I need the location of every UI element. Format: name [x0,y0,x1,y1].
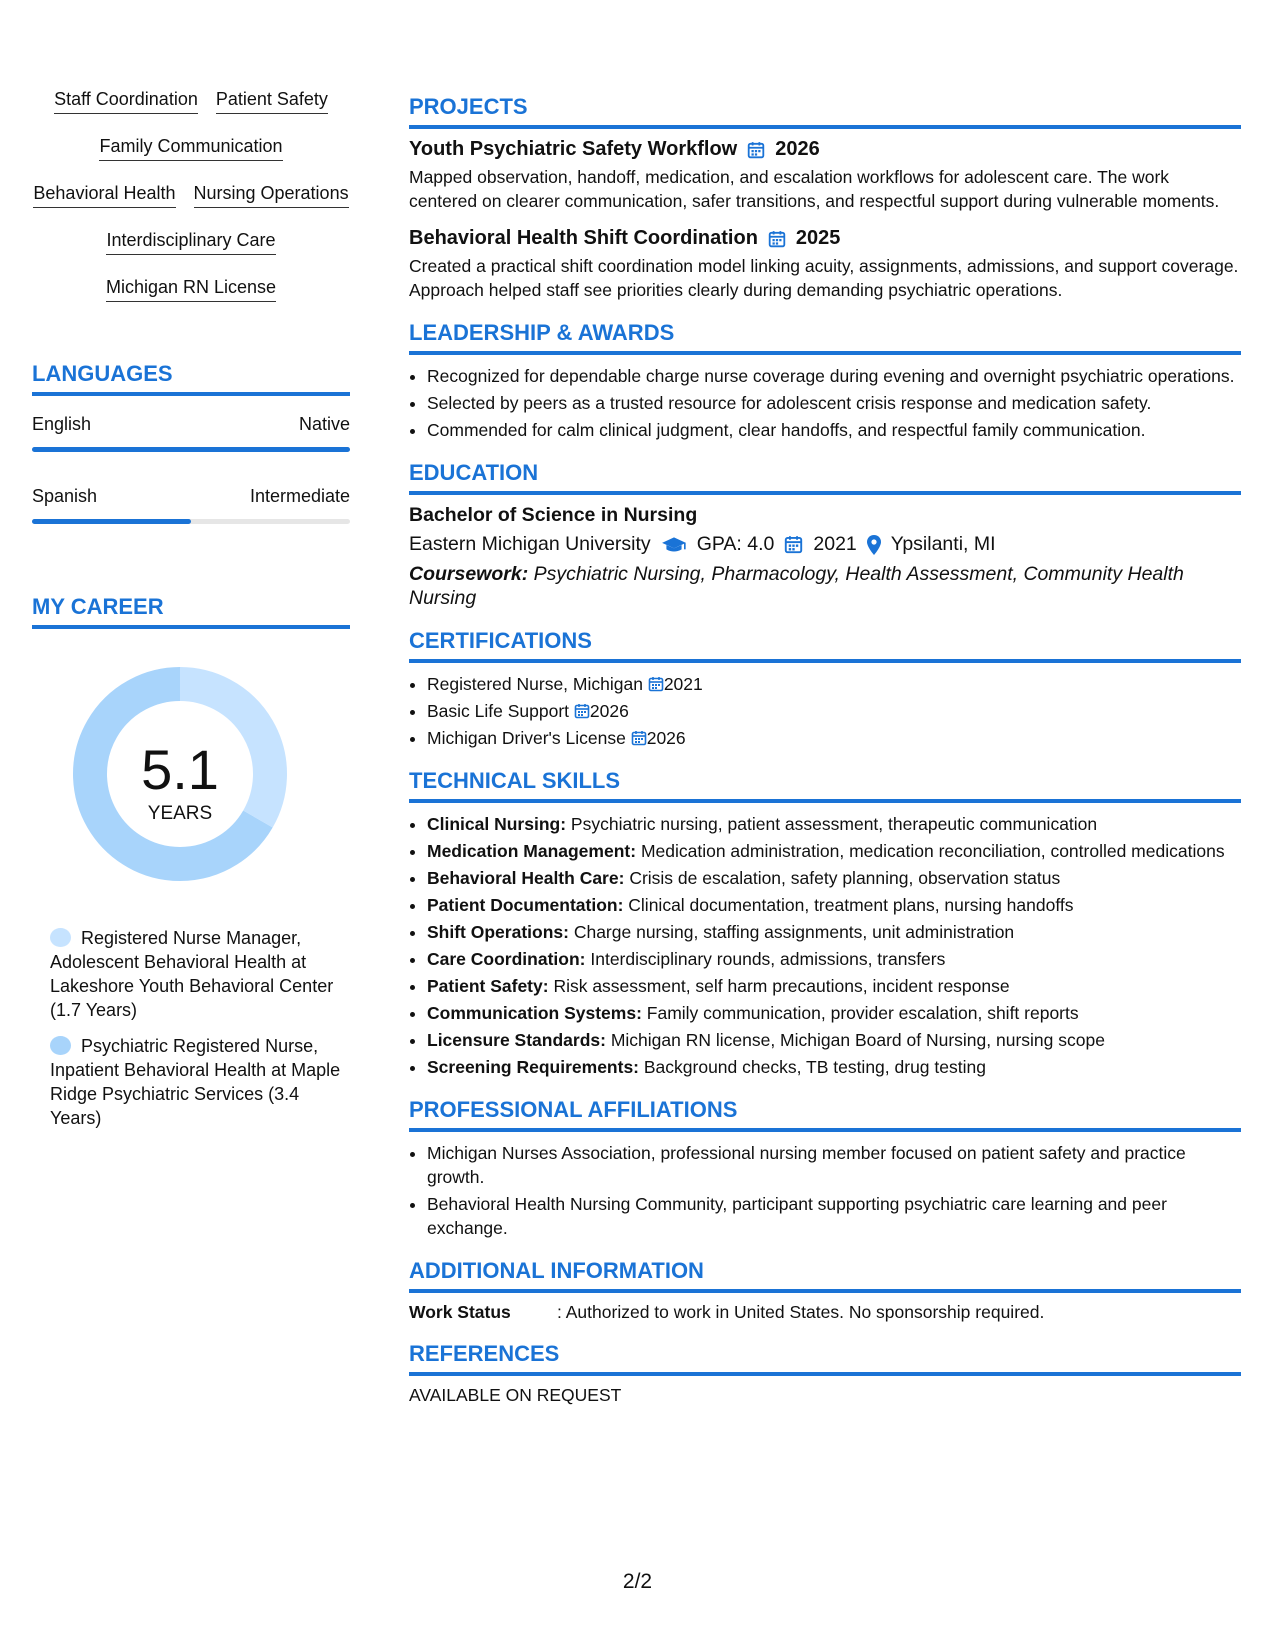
skill-item [427,839,1241,863]
career-total: 5.1 [141,738,219,801]
skills-section [409,768,1241,1079]
skill-label: Licensure Standards: [427,1030,606,1050]
skill-item [427,1028,1241,1052]
references-section [409,1341,1241,1406]
language-row [32,414,350,435]
education-section [409,460,1241,610]
skill-label: Patient Documentation: [427,895,624,915]
language-name: English [32,414,92,434]
skill-label: Communication Systems: [427,1003,642,1023]
skill-item [427,866,1241,890]
language-bar-fill [32,447,350,452]
skill-text: Background checks, TB testing, drug testing [643,1057,986,1077]
sidebar [32,88,350,1142]
graduation-year: 2021 [813,533,857,555]
graduation-cap-icon [661,536,687,554]
leadership-list [409,364,1241,442]
gpa: GPA: 4.0 [696,533,775,555]
projects-section [409,94,1241,302]
location: Ypsilanti, MI [890,533,996,555]
calendar-icon [631,730,647,746]
skill-label: Screening Requirements: [427,1057,639,1077]
skill-text: Psychiatric nursing, patient assessment, therapeutic communication [570,814,1098,834]
skill-item [427,893,1241,917]
skill-tag: Patient Safety [216,88,328,114]
certification-year: 2026 [589,701,629,721]
certification-name: Basic Life Support [427,701,570,721]
certification-item [427,726,1241,750]
additional-section [409,1258,1241,1323]
project-description: Mapped observation, handoff, medication, and escalation workflows for adolescent care. The work centered on clearer communication, safer transitions, and respectful support during vulnerable moments. [409,167,1220,211]
skill-text: Risk assessment, self harm precautions, incident response [553,976,1010,996]
list-item: • Behavioral Health Nursing Community, participant supporting psychiatric care learning and peer exchange. [427,1192,1241,1240]
language-bar [32,447,350,452]
language-level: Native [298,414,350,434]
affiliations-section [409,1097,1241,1240]
project-name: Behavioral Health Shift Coordination [409,227,758,249]
skill-item [427,947,1241,971]
calendar-icon [747,141,765,159]
list-item: • Recognized for dependable charge nurse coverage during evening and overnight psychiatric operations. [427,364,1241,388]
career-section [32,594,350,1130]
references-text: AVAILABLE ON REQUEST [409,1385,622,1405]
skill-tag: Staff Coordination [54,88,198,114]
skill-label: Clinical Nursing: [427,814,567,834]
project-year: 2025 [795,227,841,249]
skill-tag: Nursing Operations [194,182,349,208]
skill-label: Care Coordination: [427,949,586,969]
language-bar-fill [32,519,191,524]
skill-text: Interdisciplinary rounds, admissions, transfers [590,949,946,969]
references-title: REFERENCES [409,1341,1241,1376]
skill-label: Patient Safety: [427,976,549,996]
legend-dot [50,928,71,947]
skills-list [409,812,1241,1079]
skill-label: Medication Management: [427,841,637,861]
school-name: Eastern Michigan University [409,533,651,555]
certifications-title: CERTIFICATIONS [409,628,1241,663]
education-details [409,533,1241,556]
affiliations-list [409,1141,1241,1240]
certifications-section [409,628,1241,750]
skill-label: Behavioral Health Care: [427,868,625,888]
language-level: Intermediate [249,486,350,506]
calendar-icon [784,535,803,554]
skill-item [427,812,1241,836]
skill-text: Michigan RN license, Michigan Board of Nursing, nursing scope [610,1030,1105,1050]
skill-tag: Behavioral Health [33,182,175,208]
location-pin-icon [867,535,881,555]
education-title: EDUCATION [409,460,1241,495]
coursework [409,562,1241,610]
certification-item [427,672,1241,696]
certification-item [427,699,1241,723]
leadership-title: LEADERSHIP & AWARDS [409,320,1241,355]
language-bar [32,519,350,524]
skill-text: Charge nursing, staffing assignments, unit administration [573,922,1015,942]
main-column [409,94,1241,1424]
skill-text: Clinical documentation, treatment plans, nursing handoffs [628,895,1074,915]
project-title [409,138,1241,161]
list-item: • Selected by peers as a trusted resource for adolescent crisis response and medication safety. [427,391,1241,415]
career-item [32,1034,350,1130]
projects-title: PROJECTS [409,94,1241,129]
career-item [32,926,350,1022]
coursework-label: Coursework: [409,563,529,585]
work-status-label: Work Status [409,1302,511,1322]
project-title [409,227,1241,250]
career-title: MY CAREER [32,594,350,629]
certification-name: Registered Nurse, Michigan [427,674,643,694]
project-description: Created a practical shift coordination model linking acuity, assignments, admissions, and support coverage. Approach helped staff see priorities clearly during demanding psychiatric operations. [409,256,1239,300]
language-row [32,486,350,507]
certification-year: 2026 [646,728,686,748]
languages-title: LANGUAGES [32,361,350,396]
work-status-value: : Authorized to work in United States. No sponsorship required. [557,1302,1045,1322]
skill-tag: Family Communication [99,135,282,161]
certification-year: 2021 [663,674,703,694]
page-number: 2/2 [622,1570,653,1593]
career-legend [32,926,350,1130]
career-item-text: Psychiatric Registered Nurse, Inpatient Behavioral Health at Maple Ridge Psychiatric Services (3.4 Years) [50,1036,341,1128]
skill-text: Crisis de escalation, safety planning, observation status [629,868,1061,888]
skill-item [427,1001,1241,1025]
coursework-text: Psychiatric Nursing, Pharmacology, Health Assessment, Community Health Nursing [409,563,1184,609]
additional-title: ADDITIONAL INFORMATION [409,1258,1241,1293]
legend-dot [50,1036,71,1055]
skill-text: Medication administration, medication reconciliation, controlled medications [640,841,1225,861]
languages-section [32,361,350,524]
certification-name: Michigan Driver's License [427,728,626,748]
career-donut-chart [32,649,350,899]
calendar-icon [648,676,664,692]
list-item: • Commended for calm clinical judgment, clear handoffs, and respectful family communication. [427,418,1241,442]
affiliations-title: PROFESSIONAL AFFILIATIONS [409,1097,1241,1132]
language-name: Spanish [32,486,98,506]
list-item: • Michigan Nurses Association, professional nursing member focused on patient safety and practice growth. [427,1141,1241,1189]
skill-item [427,920,1241,944]
certifications-list [409,672,1241,750]
degree: Bachelor of Science in Nursing [409,504,698,526]
career-item-text: Registered Nurse Manager, Adolescent Behavioral Health at Lakeshore Youth Behavioral Center (1.7 Years) [50,928,334,1020]
calendar-icon [574,703,590,719]
skill-item [427,974,1241,998]
skill-tag: Michigan RN License [106,276,276,302]
career-unit: YEARS [147,803,213,824]
skill-text: Family communication, provider escalation, shift reports [646,1003,1079,1023]
project-name: Youth Psychiatric Safety Workflow [409,138,738,160]
skill-item [427,1055,1241,1079]
leadership-section [409,320,1241,442]
calendar-icon [768,230,786,248]
skill-label: Shift Operations: [427,922,569,942]
project-year: 2026 [775,138,820,160]
skill-tags [32,88,350,323]
skills-title: TECHNICAL SKILLS [409,768,1241,803]
work-status-row [409,1302,1241,1323]
skill-tag: Interdisciplinary Care [106,229,275,255]
